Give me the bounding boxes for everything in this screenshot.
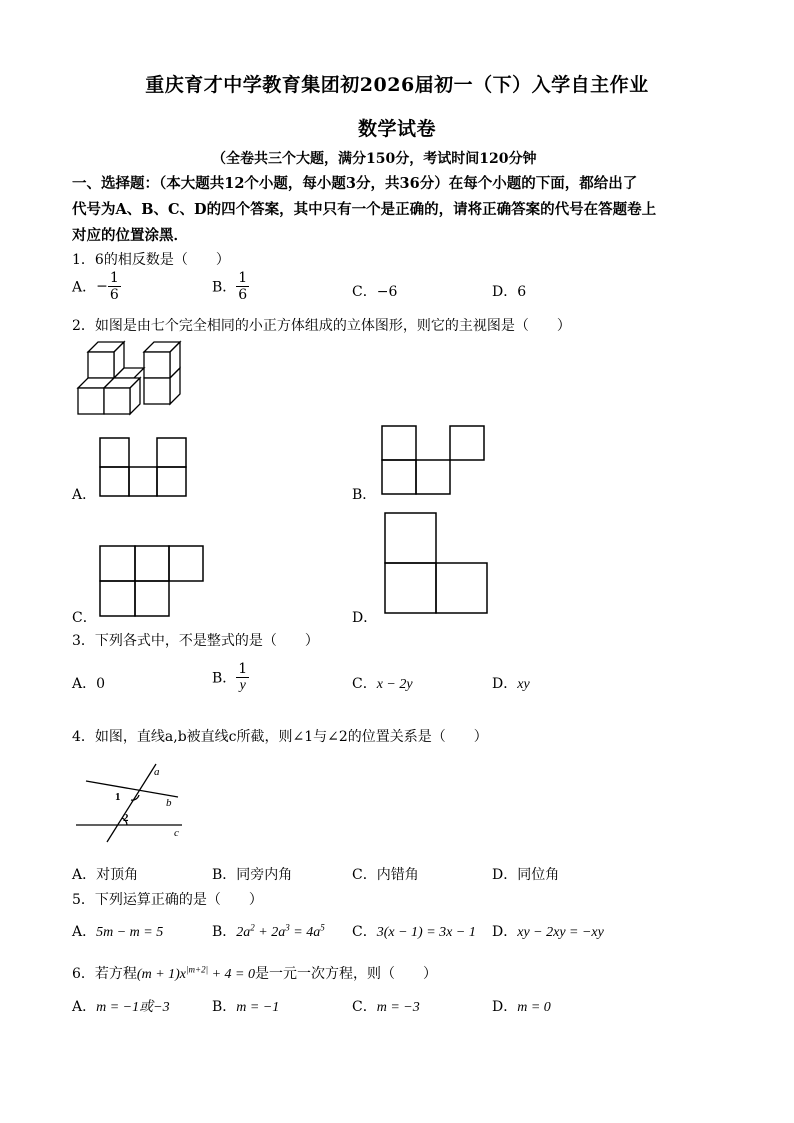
question-2-stem: 2．如图是由七个完全相同的小正方体组成的立体图形，则它的主视图是（ ） [72,318,571,334]
q6-option-d[interactable] [492,996,551,1016]
q4-option-d[interactable]: D．同位角 [492,867,560,883]
q3-option-d[interactable] [492,673,530,693]
q2-cube-solid-figure [74,340,189,418]
q1-option-a[interactable] [72,270,121,303]
q6-c-value: m = −3 [376,1000,420,1015]
q5-c-label: C． [352,924,377,940]
q3-option-a[interactable] [72,673,105,693]
section-instructions-line2: 代号为A、B、C、D的四个答案，其中只有一个是正确的，请将正确答案的代号在答题卷上 [72,201,657,218]
q2-b-label: B． [352,487,377,503]
q1-a-denominator: 6 [109,287,119,303]
q2-a-label: A． [72,487,97,503]
section-instructions-line1: 一、选择题：（本大题共12个小题，每小题3分，共36分）在每个小题的下面，都给出了 [72,175,638,192]
q4-angle-2-label: 2 [123,812,129,824]
q6-d-value: m = 0 [517,1000,551,1015]
q4-transversal-figure [74,762,189,852]
q1-d-value: 6 [517,284,527,300]
q2-option-a-view[interactable] [98,436,190,498]
q6-equation-lhs: (m + 1)x [136,967,187,982]
q1-option-d[interactable] [492,281,526,301]
q2-c-label: C． [72,610,97,626]
q3-a-label: A． [72,676,97,692]
q3-b-numerator: 1 [238,661,248,677]
q5-a-label: A． [72,924,97,940]
q4-option-b[interactable]: B．同旁内角 [212,867,293,883]
q6-b-value: m = −1 [236,1000,280,1015]
q3-b-denominator: y [239,678,246,693]
q3-d-value: xy [517,677,530,692]
exam-note: （全卷共三个大题，满分150分，考试时间120分钟 [212,151,537,167]
q2-option-a[interactable] [72,484,96,504]
question-1-stem: 1．6的相反数是（ ） [72,252,230,268]
q4-label-c: c [174,827,179,839]
q4-angle-1-label: 1 [115,791,121,803]
q4-label-a: a [154,766,160,778]
q6-option-a[interactable] [72,996,170,1016]
q6-prefix: 6．若方程 [72,966,137,982]
q5-option-c[interactable] [352,921,476,941]
q6-equation-exponent: |m+2| [186,964,209,975]
question-5-stem: 5．下列运算正确的是（ ） [72,892,263,908]
q6-c-label: C． [352,999,377,1015]
q6-b-label: B． [212,999,237,1015]
q5-a-value: 5m − m = 5 [96,925,164,940]
q6-equation-rhs: + 4 = 0 [208,967,255,982]
q1-option-c[interactable] [352,281,397,301]
q1-c-value: −6 [376,284,398,300]
q6-a-value: m = −1或−3 [96,1000,170,1015]
q6-suffix: 是一元一次方程，则（ ） [254,966,437,982]
q5-c-value: 3(x − 1) = 3x − 1 [376,925,476,940]
q1-c-label: C． [352,284,377,300]
q6-d-label: D． [492,999,518,1015]
question-4-stem: 4．如图，直线a,b被直线c所截，则∠1与∠2的位置关系是（ ） [72,729,488,745]
q2-option-b-view[interactable] [380,424,488,496]
q1-a-sign: − [96,278,108,295]
q1-option-b[interactable] [212,270,249,303]
q3-c-label: C． [352,676,377,692]
page-subtitle: 数学试卷 [357,118,436,140]
q1-b-label: B． [212,279,237,296]
q3-b-label: B． [212,670,237,687]
q2-option-c-view[interactable] [98,544,208,618]
q4-label-b: b [166,797,172,809]
q1-d-label: D． [492,284,518,300]
q3-d-label: D． [492,676,518,692]
q3-option-b[interactable] [212,661,249,694]
q2-option-d-view[interactable] [383,511,491,615]
q1-a-label: A． [72,279,97,296]
q1-a-numerator: 1 [109,270,119,286]
q2-d-label: D． [352,610,378,626]
q4-option-a[interactable]: A．对顶角 [72,867,139,883]
q5-option-b[interactable]: B．$2a^2 + 2a^3 = 4a^5$ [212,922,325,940]
q2-option-c[interactable] [72,607,97,627]
page-title: 重庆育才中学教育集团初2026届初一（下）入学自主作业 [145,74,649,96]
q5-b-label: B． [212,924,237,940]
q6-a-label: A． [72,999,97,1015]
q5-d-value: xy − 2xy = −xy [517,925,604,940]
q6-option-b[interactable] [212,996,279,1016]
q3-c-value: x − 2y [376,677,413,692]
q5-option-d[interactable] [492,921,604,941]
question-3-stem: 3．下列各式中，不是整式的是（ ） [72,633,319,649]
q2-option-d[interactable] [352,607,377,627]
q1-b-denominator: 6 [238,287,248,303]
q4-line-a [107,764,156,842]
q1-b-numerator: 1 [238,270,248,286]
q5-option-a[interactable] [72,921,163,941]
question-6-stem [72,963,437,983]
q4-line-b [86,781,178,797]
q2-option-b[interactable] [352,484,376,504]
section-instructions-line3: 对应的位置涂黑． [72,227,188,244]
q5-d-label: D． [492,924,518,940]
q3-option-c[interactable] [352,673,413,693]
q6-option-c[interactable] [352,996,420,1016]
q4-option-c[interactable]: C．内错角 [352,867,419,883]
q3-a-value: 0 [96,676,106,692]
